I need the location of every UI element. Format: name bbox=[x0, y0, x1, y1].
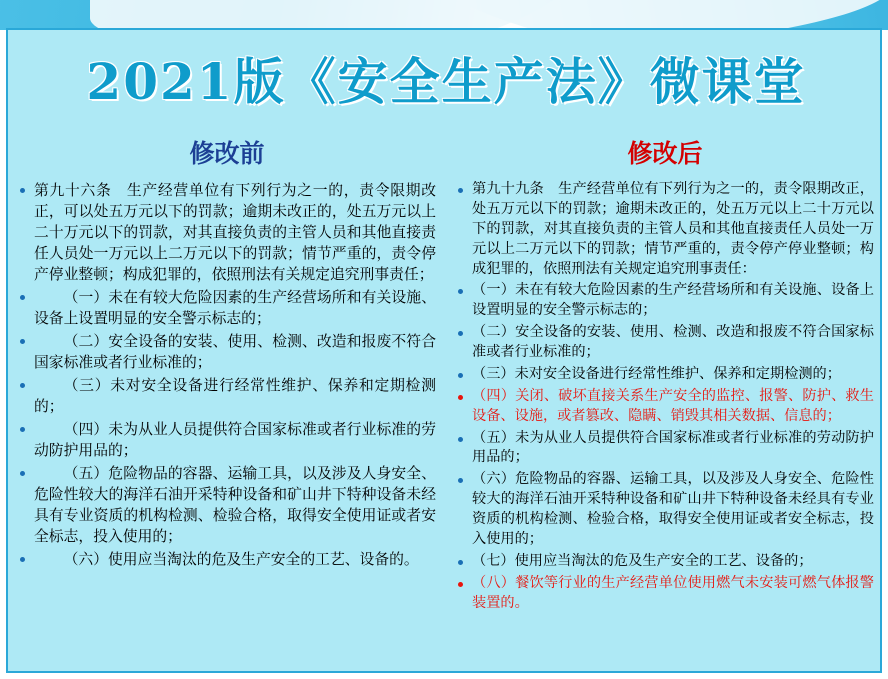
comparison-columns bbox=[8, 130, 884, 670]
list-item: （六）使用应当淘汰的危及生产安全的工艺、设备的。 bbox=[18, 549, 436, 570]
column-before bbox=[8, 130, 446, 670]
list-item: （六）危险物品的容器、运输工具，以及涉及人身安全、危险性较大的海洋石油开采特种设备和矿山井下特种设备未经具有专业资质的机构检测、检验合格，取得安全使用证或者安全标志，投入使用的； bbox=[456, 470, 874, 550]
list-item: （二）安全设备的安装、使用、检测、改造和报废不符合国家标准或者行业标准的； bbox=[456, 323, 874, 363]
list-item: （五）未为从业人员提供符合国家标准或者行业标准的劳动防护用品的； bbox=[456, 429, 874, 469]
column-heading-after: 修改后 bbox=[627, 139, 703, 168]
list-item: （一）未在有较大危险因素的生产经营场所和有关设施、设备上设置明显的安全警示标志的； bbox=[456, 281, 874, 321]
list-item: （七）使用应当淘汰的危及生产安全的工艺、设备的； bbox=[456, 552, 874, 572]
swoosh-shape-white bbox=[90, 0, 888, 30]
content-panel bbox=[6, 28, 882, 673]
list-item: 第九十六条 生产经营单位有下列行为之一的，责令限期改正，可以处五万元以下的罚款；逾期未改正的，处五万元以上二十万元以下的罚款，对其直接负责的主管人员和其他直接责任人员处一万元以上二万元以下的罚款；情节严重的，责令停产停业整顿；构成犯罪的，依照刑法有关规定追究刑事责任； bbox=[18, 180, 436, 285]
decorative-header-band bbox=[0, 0, 888, 30]
list-item: （四）未为从业人员提供符合国家标准或者行业标准的劳动防护用品的； bbox=[18, 419, 436, 461]
list-item: （二）安全设备的安装、使用、检测、改造和报废不符合国家标准或者行业标准的； bbox=[18, 331, 436, 373]
list-item: （三）未对安全设备进行经常性维护、保养和定期检测的； bbox=[456, 365, 874, 385]
clause-list-after bbox=[456, 180, 874, 613]
list-item: （三）未对安全设备进行经常性维护、保养和定期检测的； bbox=[18, 375, 436, 417]
column-after bbox=[446, 130, 884, 670]
clause-list-before bbox=[18, 180, 436, 570]
list-item-highlighted: （八）餐饮等行业的生产经营单位使用燃气未安装可燃气体报警装置的。 bbox=[456, 574, 874, 614]
page-title: 2021版《安全生产法》微课堂 bbox=[86, 52, 806, 111]
list-item-highlighted: （四）关闭、破坏直接关系生产安全的监控、报警、防护、救生设备、设施，或者篡改、隐瞒、销毁其相关数据、信息的； bbox=[456, 387, 874, 427]
column-heading-before: 修改前 bbox=[189, 139, 265, 168]
list-item: （五）危险物品的容器、运输工具，以及涉及人身安全、危险性较大的海洋石油开采特种设备和矿山井下特种设备未经具有专业资质的机构检测、检验合格，取得安全使用证或者安全标志，投入使用的； bbox=[18, 463, 436, 547]
list-item: 第九十九条 生产经营单位有下列行为之一的，责令限期改正，处五万元以下的罚款；逾期未改正的，处五万元以上二十万元以下的罚款，对其直接负责的主管人员和其他直接责任人员处一万元以上二万元以下的罚款；情节严重的，责令停产停业整顿；构成犯罪的，依照刑法有关规定追究刑事责任： bbox=[456, 180, 874, 279]
list-item: （一）未在有较大危险因素的生产经营场所和有关设施、设备上设置明显的安全警示标志的； bbox=[18, 287, 436, 329]
